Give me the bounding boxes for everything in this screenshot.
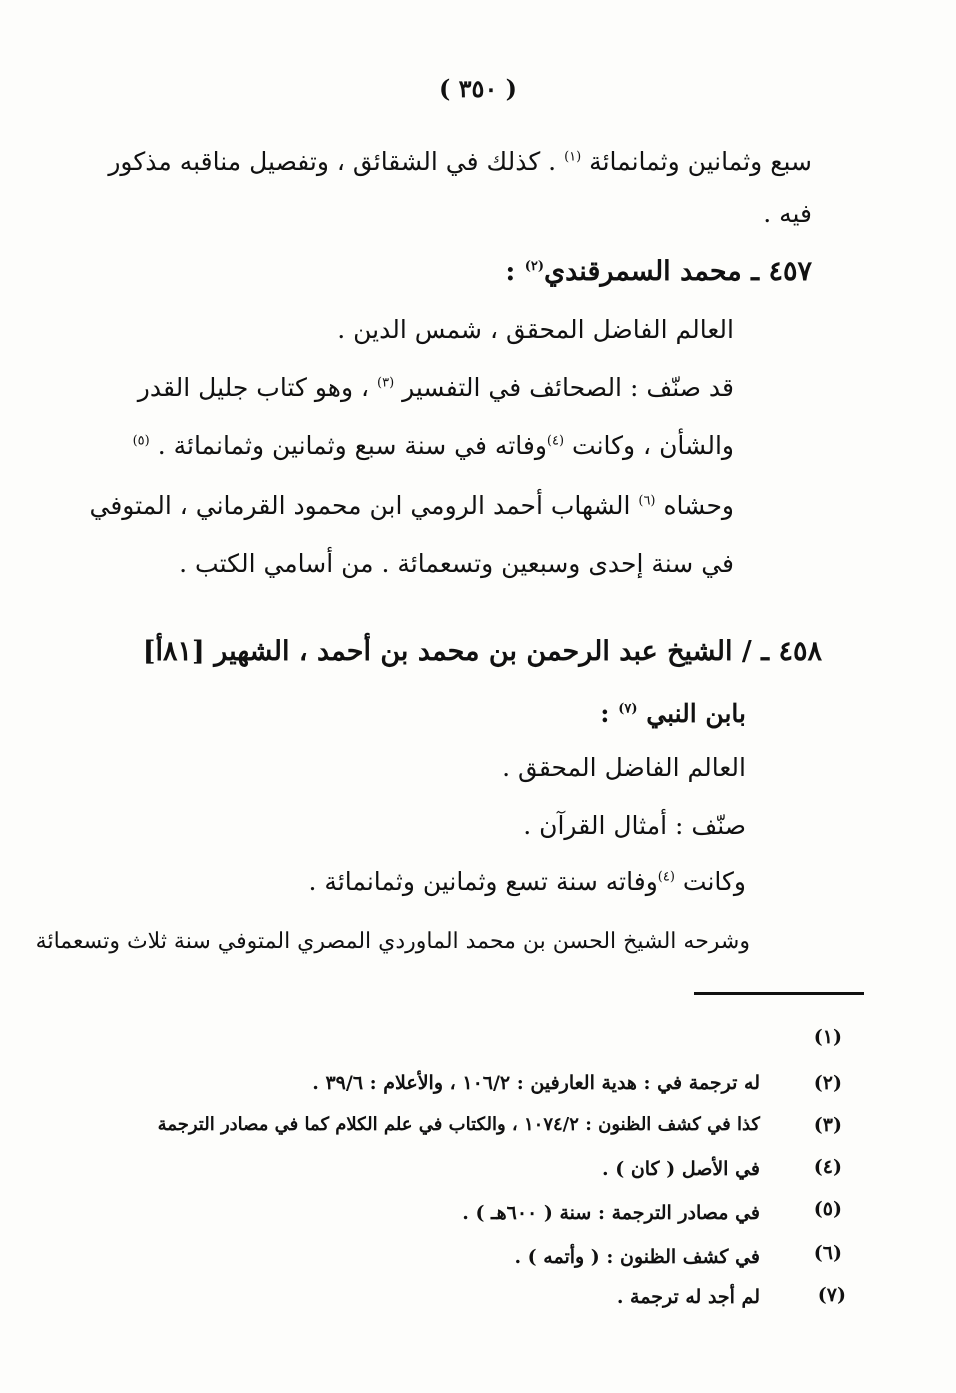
entry-458-line-5: وكانت $^{(٤)}$وفاته سنة تسع وثمانين وثمانمائة .: [308, 867, 746, 896]
footnote-ref: (٧): [618, 701, 638, 717]
footnote-ref: (٣): [377, 375, 395, 391]
entry-458-line-4: صنّف : أمثال القرآن .: [523, 811, 746, 840]
entry-457-line-4: وحشاه $^{(٦)}$ الشهاب أحمد الرومي ابن محمود القرماني ، المتوفي: [89, 491, 734, 520]
page-number: ( ٣٥٠ ): [438, 74, 518, 103]
body-line-1: سبع وثمانين وثمانمائة $^{(١)}$ . كذلك في الشقائق ، وتفصيل مناقبه مذكور: [108, 147, 812, 176]
footnote-text: في الأصل ( كان ) .: [601, 1158, 760, 1180]
entry-457-line-1: العالم الفاضل المحقق ، شمس الدين .: [337, 315, 734, 344]
body-line-2: فيه .: [763, 199, 812, 228]
entry-number: ٤٥٨ ـ /: [741, 636, 822, 667]
footnote-ref: (٤): [657, 869, 675, 885]
entry-heading-458: [143, 636, 822, 668]
folio-mark: [٨١أ]: [142, 636, 205, 667]
footnote-ref: (٦): [638, 493, 656, 509]
footnote-number: (٥): [813, 1198, 842, 1220]
footnote-ref: (٥): [132, 433, 150, 449]
footnote-text: له ترجمة في : هدية العارفين : ١٠٦/٢ ، والأعلام : ٣٩/٦ .: [312, 1072, 760, 1094]
entry-name: محمد السمرقندي: [544, 256, 742, 287]
footnote-text: لم أجد له ترجمة .: [616, 1286, 760, 1308]
entry-name: الشيخ عبد الرحمن بن محمد بن أحمد ، الشهير: [214, 636, 733, 667]
entry-number: ٤٥٧ ـ: [751, 256, 812, 287]
entry-457-line-2: قد صنّف : الصحائف في التفسير $^{(٣)}$ ، وهو كتاب جليل القدر: [137, 373, 734, 402]
footnote-number: (٧): [817, 1284, 846, 1306]
footnote-text: في كشف الظنون : ( وأتمه ) .: [514, 1246, 760, 1268]
footnote-ref: (٤): [546, 433, 565, 449]
footnote-number: (٣): [813, 1114, 842, 1136]
entry-458-line-3: العالم الفاضل المحقق .: [502, 753, 746, 782]
entry-458-line-6: وشرحه الشيخ الحسن بن محمد الماوردي المصري المتوفي سنة ثلاث وتسعمائة: [35, 929, 750, 954]
footnote-text: كذا في كشف الظنون : ١٠٧٤/٢ ، والكتاب في علم الكلام كما في مصادر الترجمة: [157, 1114, 760, 1135]
footnote-separator: [694, 992, 864, 995]
footnote-number: (١): [813, 1026, 842, 1048]
entry-heading-457: ٤٥٧ ـ محمد السمرقندي$^{(٢)}$ :: [505, 256, 812, 287]
footnote-number: (٤): [813, 1156, 842, 1178]
footnote-number: (٦): [813, 1242, 842, 1264]
entry-457-line-5: في سنة إحدى وسبعين وتسعمائة . من أسامي الكتب .: [179, 549, 734, 578]
footnote-ref: (٢): [524, 259, 544, 274]
footnote-number: (٢): [813, 1072, 842, 1094]
footnote-text: في مصادر الترجمة : سنة ( ٦٠٠هـ ) .: [462, 1202, 760, 1224]
entry-458-line-2: بابن النبي $^{(٧)}$ :: [600, 699, 746, 728]
entry-457-line-3: والشأن ، وكانت $^{(٤)}$وفاته في سنة سبع وثمانين وثمانمائة . $^{(٥)}$: [132, 431, 734, 460]
footnote-ref: (١): [564, 149, 582, 165]
